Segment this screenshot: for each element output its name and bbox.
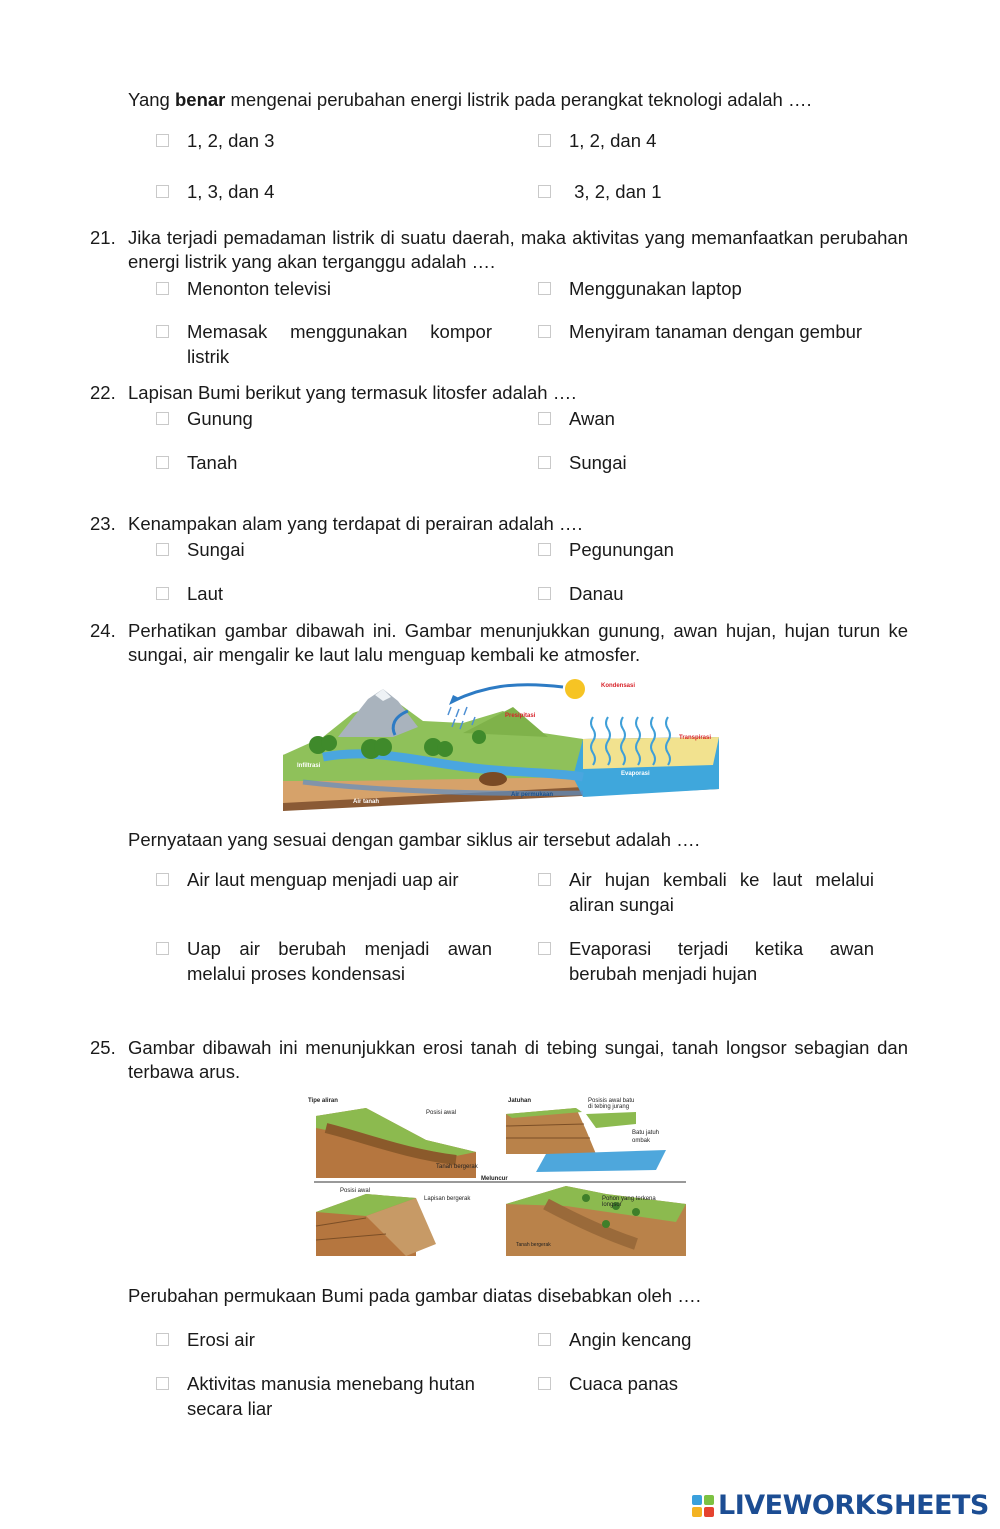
question-24-text: Perhatikan gambar dibawah ini. Gambar menunjukkan gunung, awan hujan, hujan turun ke sungai, air mengalir ke laut lalu menguap kembali ke atmosfer. [128, 620, 908, 665]
checkbox[interactable] [538, 873, 551, 886]
question-23-text: Kenampakan alam yang terdapat di perairan adalah …. [128, 513, 583, 534]
q24-option-1[interactable]: Air laut menguap menjadi uap air [156, 867, 492, 892]
checkbox[interactable] [538, 185, 551, 198]
question-22-number: 22. [90, 382, 116, 403]
q20-option-4[interactable]: 3, 2, dan 1 [538, 179, 874, 204]
q22-option-4[interactable]: Sungai [538, 450, 874, 475]
checkbox[interactable] [156, 134, 169, 147]
label-presipitasi: Presipitasi [505, 713, 536, 719]
checkbox[interactable] [538, 282, 551, 295]
q25-option-4[interactable]: Cuaca panas [538, 1371, 874, 1396]
checkbox[interactable] [156, 873, 169, 886]
question-24-number: 24. [90, 620, 116, 641]
q21-option-2[interactable]: Menggunakan laptop [538, 276, 874, 301]
svg-text:Pohon yang terkena: Pohon yang terkena [602, 1196, 656, 1202]
checkbox[interactable] [156, 456, 169, 469]
svg-text:Tanah bergerak: Tanah bergerak [516, 1242, 551, 1248]
question-21-text: Jika terjadi pemadaman listrik di suatu daerah, maka aktivitas yang memanfaatkan perubahan energi listrik yang akan terganggu adalah …. [128, 227, 908, 272]
q25-option-1[interactable]: Erosi air [156, 1327, 492, 1352]
checkbox[interactable] [538, 1377, 551, 1390]
checkbox[interactable] [538, 543, 551, 556]
logo-grid-icon [692, 1495, 714, 1517]
svg-text:Posisi awal: Posisi awal [340, 1188, 371, 1194]
svg-text:Posisis awal batu: Posisis awal batu [588, 1098, 635, 1104]
q20-option-2[interactable]: 1, 2, dan 4 [538, 128, 874, 153]
label-infiltrasi: Infiltrasi [297, 763, 321, 769]
svg-text:Tanah bergerak: Tanah bergerak [436, 1164, 478, 1170]
q20-option-1[interactable]: 1, 2, dan 3 [156, 128, 492, 153]
question-24-prompt: Pernyataan yang sesuai dengan gambar siklus air tersebut adalah …. [128, 829, 700, 850]
q24-option-3[interactable]: Uap air berubah menjadi awan melalui proses kondensasi [156, 936, 492, 986]
svg-text:Jatuhan: Jatuhan [508, 1098, 532, 1104]
question-21-number: 21. [90, 227, 116, 248]
q22-option-3[interactable]: Tanah [156, 450, 492, 475]
svg-text:Tipe aliran: Tipe aliran [308, 1098, 338, 1104]
q22-option-2[interactable]: Awan [538, 406, 874, 431]
q23-option-3[interactable]: Laut [156, 581, 492, 606]
label-transpirasi: Transpirasi [679, 735, 712, 741]
svg-text:longsor: longsor [602, 1202, 622, 1208]
checkbox[interactable] [538, 134, 551, 147]
label-kondensasi: Kondensasi [601, 683, 636, 689]
svg-text:Meluncur: Meluncur [481, 1176, 508, 1182]
q21-option-3[interactable]: Memasak menggunakan kompor listrik [156, 319, 492, 369]
checkbox[interactable] [538, 456, 551, 469]
label-air-tanah: Air tanah [353, 799, 380, 805]
q23-option-4[interactable]: Danau [538, 581, 874, 606]
checkbox[interactable] [538, 325, 551, 338]
checkbox[interactable] [538, 1333, 551, 1346]
q25-option-3[interactable]: Aktivitas manusia menebang hutan secara liar [156, 1371, 492, 1421]
checkbox[interactable] [538, 412, 551, 425]
checkbox[interactable] [156, 587, 169, 600]
checkbox[interactable] [156, 1377, 169, 1390]
checkbox[interactable] [156, 325, 169, 338]
liveworksheets-logo [692, 1490, 989, 1521]
checkbox[interactable] [156, 185, 169, 198]
checkbox[interactable] [156, 543, 169, 556]
svg-text:Posisi awal: Posisi awal [426, 1110, 457, 1116]
checkbox[interactable] [156, 1333, 169, 1346]
label-evaporasi: Evaporasi [621, 771, 650, 777]
question-25-text: Gambar dibawah ini menunjukkan erosi tanah di tebing sungai, tanah longsor sebagian dan terbawa arus. [128, 1037, 908, 1082]
brand-name: LIVEWORKSHEETS [718, 1490, 989, 1521]
q23-option-1[interactable]: Sungai [156, 537, 492, 562]
checkbox[interactable] [156, 412, 169, 425]
checkbox[interactable] [538, 942, 551, 955]
label-air-permukaan: Air permukaan [511, 792, 554, 798]
q25-option-2[interactable]: Angin kencang [538, 1327, 874, 1352]
landslide-figure [306, 1094, 698, 1262]
question-20-text: Yang benar mengenai perubahan energi listrik pada perangkat teknologi adalah …. [128, 89, 812, 110]
water-cycle-figure [283, 677, 719, 811]
checkbox[interactable] [156, 282, 169, 295]
q22-option-1[interactable]: Gunung [156, 406, 492, 431]
checkbox[interactable] [538, 587, 551, 600]
q24-option-2[interactable]: Air hujan kembali ke laut melalui aliran sungai [538, 867, 874, 917]
sun-icon [565, 679, 585, 699]
question-22-text: Lapisan Bumi berikut yang termasuk litosfer adalah …. [128, 382, 577, 403]
checkbox[interactable] [156, 942, 169, 955]
q24-option-4[interactable]: Evaporasi terjadi ketika awan berubah menjadi hujan [538, 936, 874, 986]
q21-option-4[interactable]: Menyiram tanaman dengan gembur [538, 319, 874, 344]
q23-option-2[interactable]: Pegunungan [538, 537, 874, 562]
question-25-prompt: Perubahan permukaan Bumi pada gambar diatas disebabkan oleh …. [128, 1285, 701, 1306]
q20-option-3[interactable]: 1, 3, dan 4 [156, 179, 492, 204]
svg-text:ombak: ombak [632, 1138, 651, 1144]
svg-text:Batu jatuh: Batu jatuh [632, 1130, 660, 1136]
svg-text:Lapisan bergerak: Lapisan bergerak [424, 1196, 471, 1202]
svg-text:di tebing jurang: di tebing jurang [588, 1104, 630, 1110]
question-23-number: 23. [90, 513, 116, 534]
question-25-number: 25. [90, 1037, 116, 1058]
q21-option-1[interactable]: Menonton televisi [156, 276, 492, 301]
